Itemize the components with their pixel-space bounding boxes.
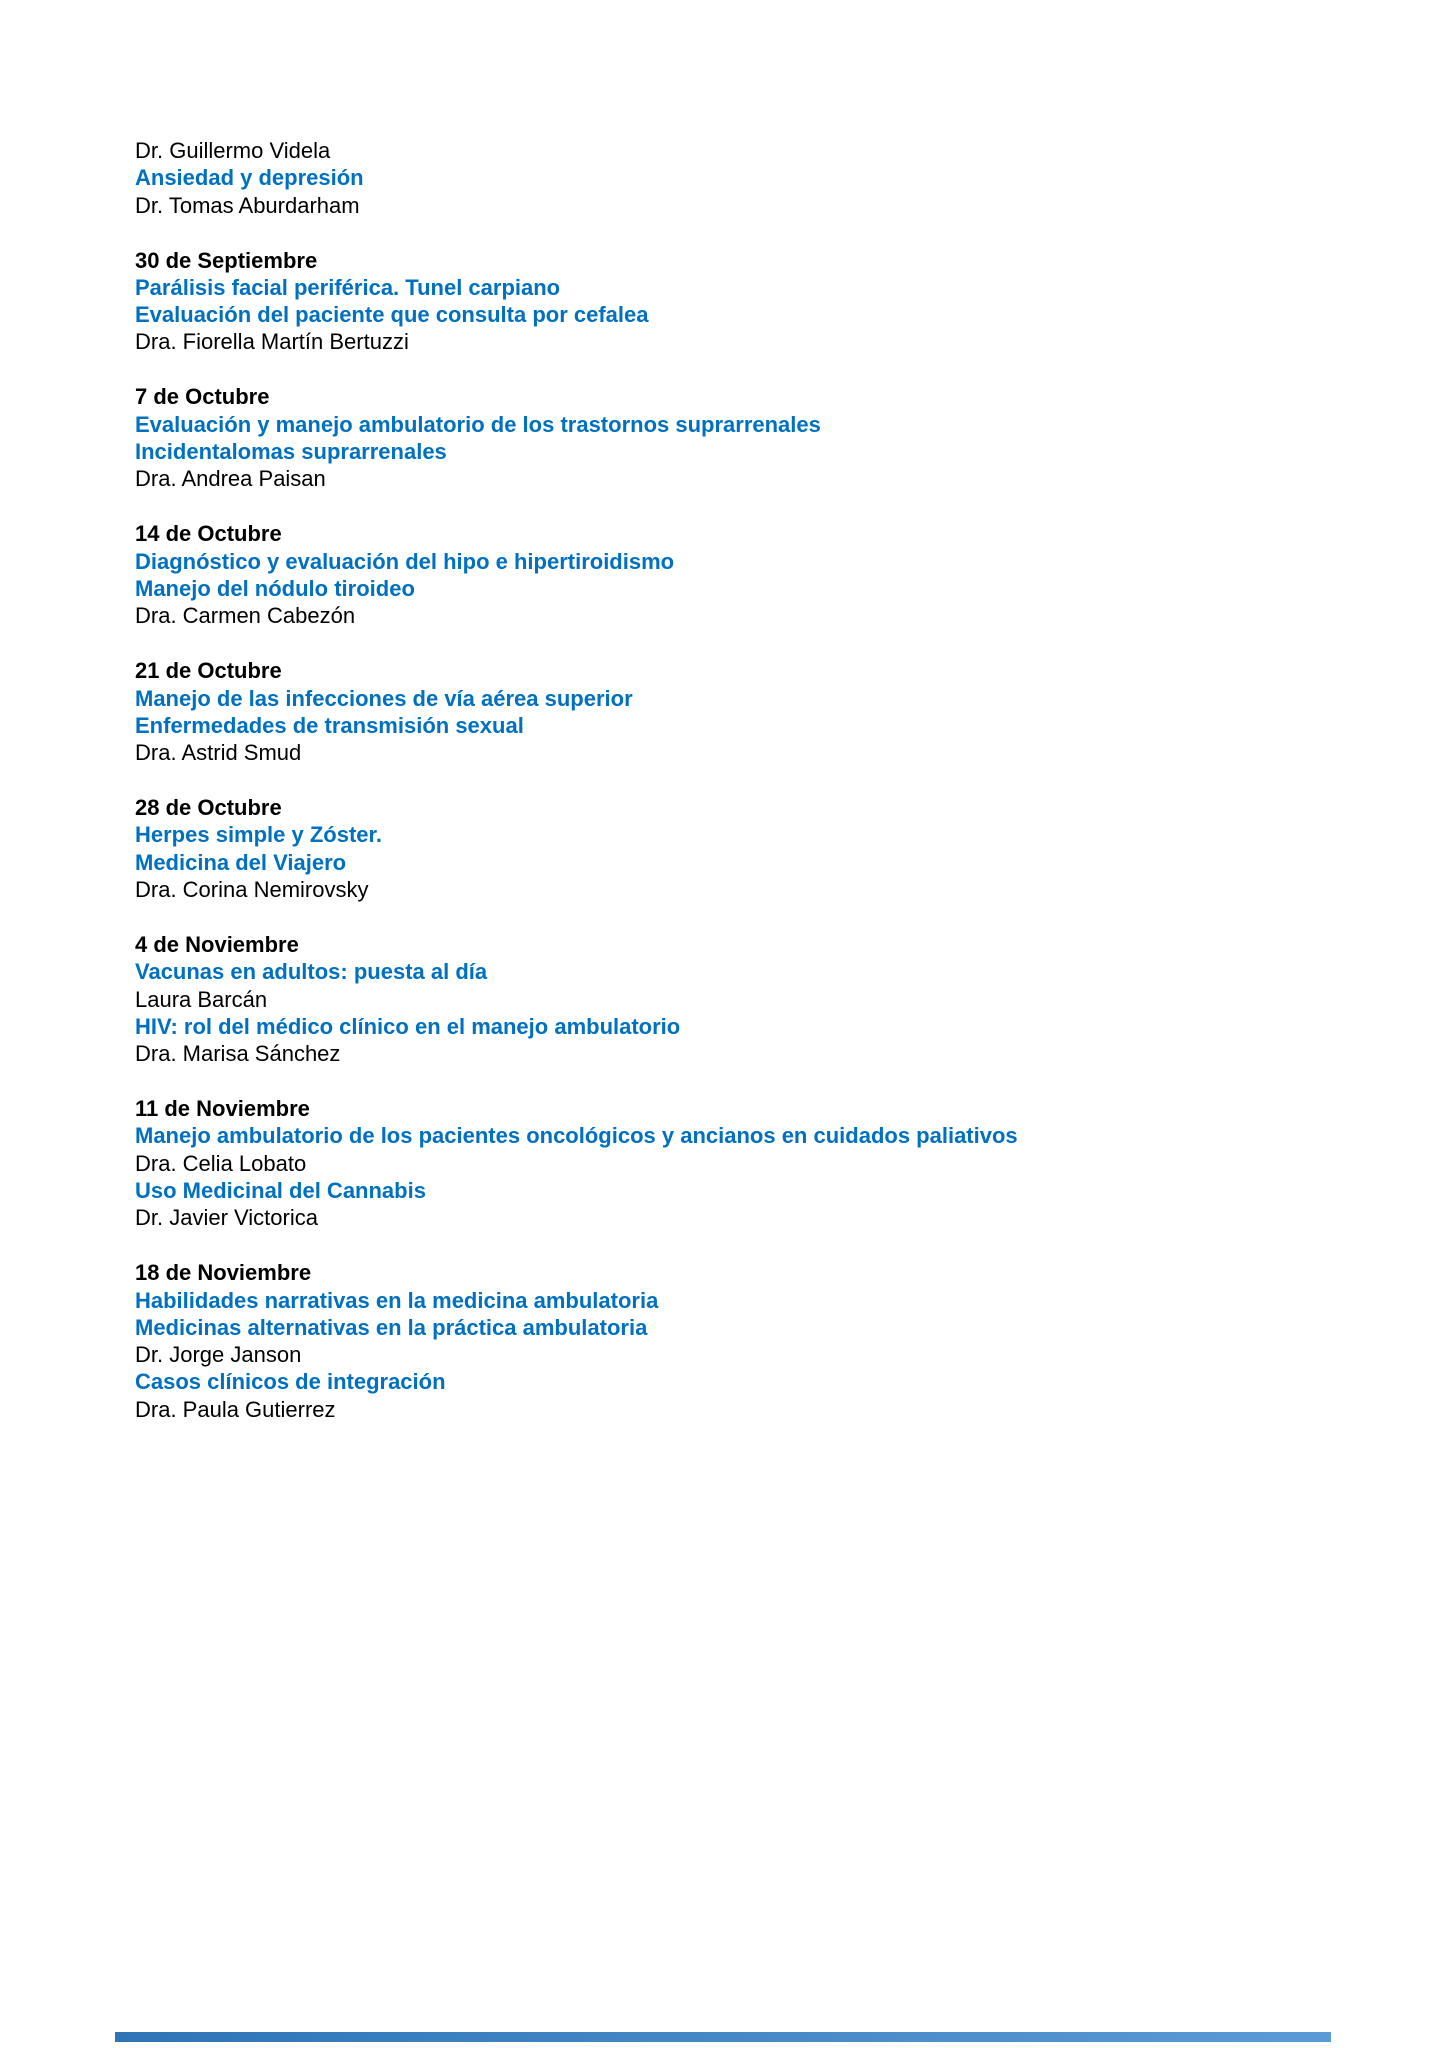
session-date: 28 de Octubre <box>135 795 282 821</box>
speaker-name: Dr. Javier Victorica <box>135 1205 318 1231</box>
session-date: 14 de Octubre <box>135 521 282 547</box>
session-group <box>135 1095 1405 1231</box>
speaker-name: Dra. Andrea Paisan <box>135 466 326 492</box>
session-date: 11 de Noviembre <box>135 1096 310 1122</box>
speaker-name: Dra. Carmen Cabezón <box>135 603 356 629</box>
session-date: 4 de Noviembre <box>135 931 299 957</box>
speaker-name: Dra. Fiorella Martín Bertuzzi <box>135 329 409 355</box>
talk-title: Diagnóstico y evaluación del hipo e hipertiroidismo <box>135 548 675 574</box>
talk-title: Vacunas en adultos: puesta al día <box>135 959 488 985</box>
talk-title: Casos clínicos de integración <box>135 1369 446 1395</box>
talk-title: Evaluación y manejo ambulatorio de los trastornos suprarrenales <box>135 411 821 437</box>
session-date: 21 de Octubre <box>135 658 282 684</box>
speaker-name: Dr. Guillermo Videla <box>135 138 331 163</box>
session-group <box>135 931 1405 1067</box>
speaker-name: Dr. Jorge Janson <box>135 1342 302 1368</box>
session-group <box>135 657 1405 766</box>
session-date: 7 de Octubre <box>135 384 270 410</box>
talk-title: Uso Medicinal del Cannabis <box>135 1178 426 1204</box>
session-group <box>135 1259 1405 1423</box>
talk-title: Incidentalomas suprarrenales <box>135 439 447 465</box>
talk-title: Evaluación del paciente que consulta por cefalea <box>135 302 649 328</box>
speaker-name: Dra. Corina Nemirovsky <box>135 876 369 902</box>
talk-title: Manejo de las infecciones de vía aérea superior <box>135 685 633 711</box>
speaker-name: Dra. Astrid Smud <box>135 740 302 766</box>
session-group <box>135 383 1405 492</box>
bottom-blue-bar <box>115 2032 1331 2042</box>
talk-title: Habilidades narrativas en la medicina ambulatoria <box>135 1287 659 1313</box>
talk-title: Herpes simple y Zóster. <box>135 822 382 848</box>
session-group <box>135 794 1405 903</box>
speaker-name: Dra. Paula Gutierrez <box>135 1396 336 1422</box>
session-date: 30 de Septiembre <box>135 247 318 273</box>
talk-title: Enfermedades de transmisión sexual <box>135 712 524 738</box>
speaker-name: Dr. Tomas Aburdarham <box>135 192 360 218</box>
session-date: 18 de Noviembre <box>135 1260 312 1286</box>
session-group <box>135 520 1405 629</box>
schedule-list <box>135 137 1405 1423</box>
talk-title: Manejo ambulatorio de los pacientes oncológicos y ancianos en cuidados paliativos <box>135 1123 1018 1149</box>
speaker-name: Dra. Celia Lobato <box>135 1150 307 1176</box>
talk-title: Ansiedad y depresión <box>135 165 364 191</box>
speaker-name: Laura Barcán <box>135 986 268 1012</box>
talk-title: Manejo del nódulo tiroideo <box>135 575 415 601</box>
talk-title: HIV: rol del médico clínico en el manejo ambulatorio <box>135 1013 681 1039</box>
talk-title: Medicina del Viajero <box>135 849 347 875</box>
speaker-name: Dra. Marisa Sánchez <box>135 1041 341 1067</box>
session-group <box>135 137 1405 219</box>
talk-title: Medicinas alternativas en la práctica ambulatoria <box>135 1314 648 1340</box>
talk-title: Parálisis facial periférica. Tunel carpiano <box>135 274 561 300</box>
session-group <box>135 247 1405 356</box>
